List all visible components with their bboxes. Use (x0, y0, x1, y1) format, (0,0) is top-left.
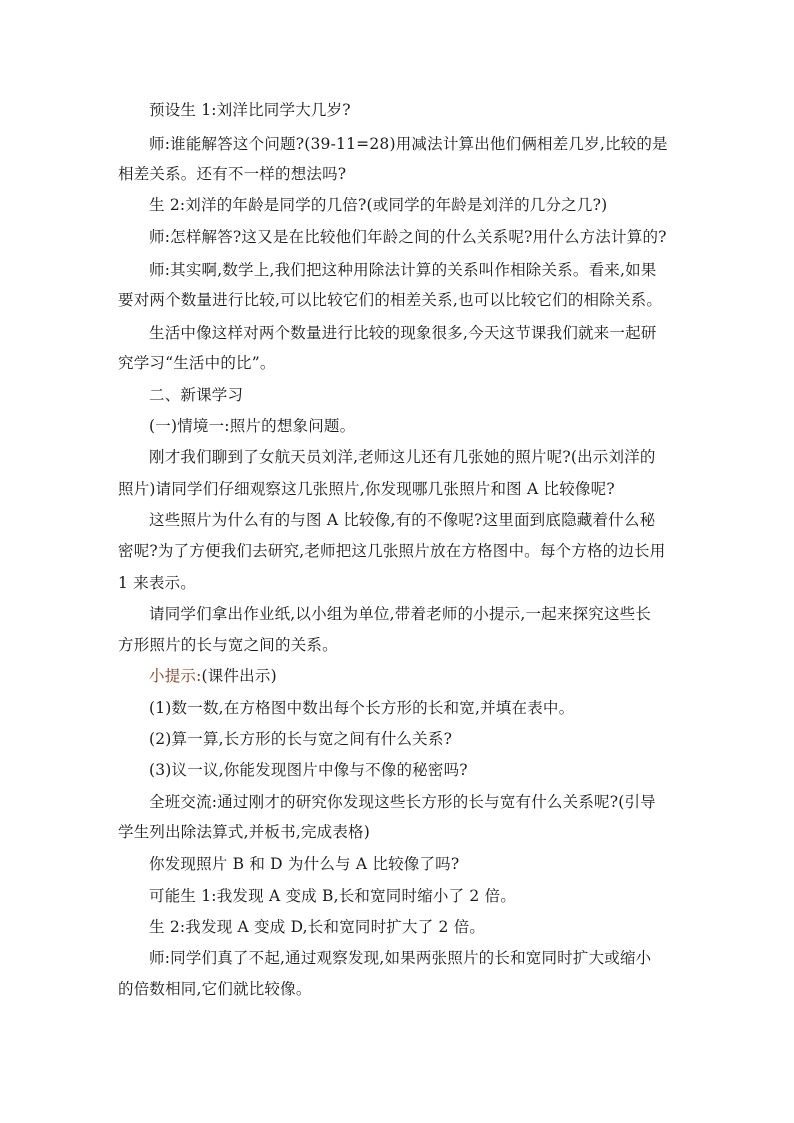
text-line: 全班交流:通过刚才的研究你发现这些长方形的长与宽有什么关系呢?(引导 (149, 793, 656, 811)
text-line: 这些照片为什么有的与图 A 比较像,有的不像呢?这里面到底隐藏着什么秘 (149, 511, 656, 529)
section-heading: 二、新课学习 (149, 386, 244, 404)
text-line: 的倍数相同,它们就比较像。 (118, 980, 312, 998)
text-line: 学生列出除法算式,并板书,完成表格) (118, 823, 371, 841)
text-line: 生活中像这样对两个数量进行比较的现象很多,今天这节课我们就来一起研 (149, 324, 657, 342)
text-line: 师:同学们真了不起,通过观察发现,如果两张照片的长和宽同时扩大或缩小 (149, 949, 652, 967)
hint-line (149, 666, 277, 686)
text-line: 你发现照片 B 和 D 为什么与 A 比较像了吗? (149, 855, 460, 873)
text-line: 生 2:我发现 A 变成 D,长和宽同时扩大了 2 倍。 (149, 918, 486, 936)
hint-item: (2)算一算,长方形的长与宽之间有什么关系? (149, 730, 453, 748)
text-line: 预设生 1:刘洋比同学大几岁? (149, 101, 351, 119)
text-line: 照片)请同学们仔细观察这几张照片,你发现哪几张照片和图 A 比较像呢? (118, 480, 615, 498)
text-line: 究学习“生活中的比”。 (118, 354, 276, 372)
text-line: 师:其实啊,数学上,我们把这种用除法计算的关系叫作相除关系。看来,如果 (149, 261, 657, 279)
text-line: 师:怎样解答?这又是在比较他们年龄之间的什么关系呢?用什么方法计算的? (149, 228, 667, 246)
text-line: 1 来表示。 (118, 574, 196, 592)
text-line: 请同学们拿出作业纸,以小组为单位,带着老师的小提示,一起来探究这些长 (149, 605, 652, 623)
text-line: 刚才我们聊到了女航天员刘洋,老师这儿还有几张她的照片呢?(出示刘洋的 (149, 448, 656, 466)
text-line: 方形照片的长与宽之间的关系。 (118, 636, 338, 654)
text-line: 密呢?为了方便我们去研究,老师把这几张照片放在方格图中。每个方格的边长用 (118, 542, 666, 560)
text-line: 相差关系。还有不一样的想法吗? (118, 165, 347, 183)
hint-note: (课件出示) (201, 667, 277, 685)
text-line: 要对两个数量进行比较,可以比较它们的相差关系,也可以比较它们的相除关系。 (118, 291, 663, 309)
hint-item: (3)议一议,你能发现图片中像与不像的秘密吗? (149, 761, 468, 779)
text-line: 可能生 1:我发现 A 变成 B,长和宽同时缩小了 2 倍。 (149, 887, 517, 905)
text-line: 生 2:刘洋的年龄是同学的几倍?(或同学的年龄是刘洋的几分之几?) (149, 196, 608, 214)
hint-item: (1)数一数,在方格图中数出每个长方形的长和宽,并填在表中。 (149, 699, 575, 717)
hint-label: 小提示: (149, 667, 202, 685)
text-line: 师:谁能解答这个问题?(39-11=28)用减法计算出他们俩相差几岁,比较的是 (149, 135, 668, 153)
subsection-heading: (一)情境一:照片的想象问题。 (149, 417, 356, 435)
